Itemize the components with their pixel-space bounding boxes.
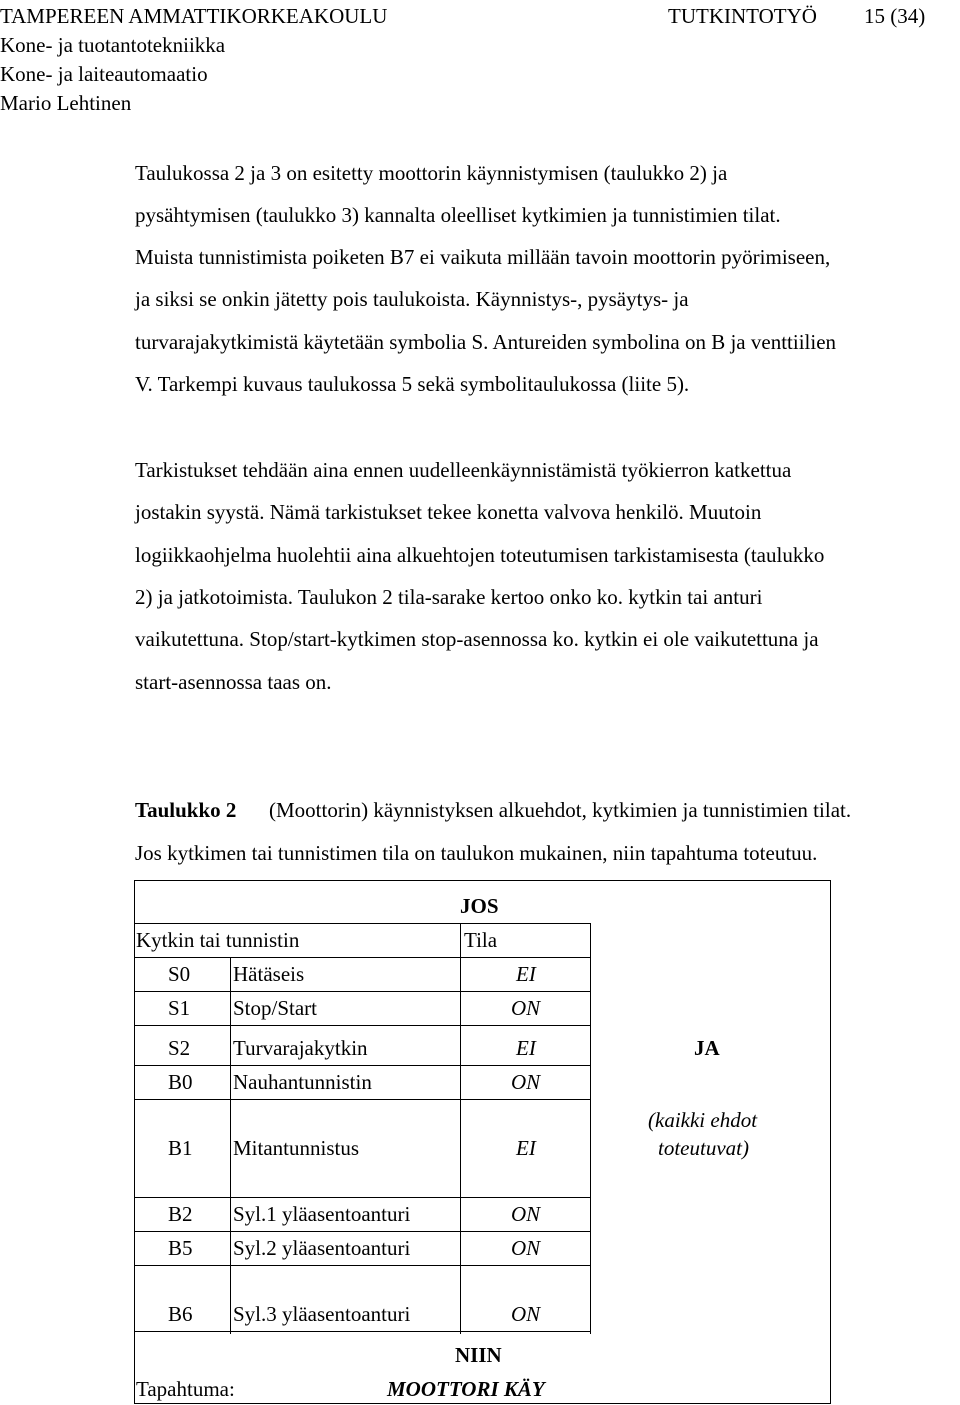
table-ja-note-2: toteutuvat) xyxy=(658,1136,749,1160)
table-cell-code: B0 xyxy=(168,1070,193,1094)
paragraph-2-line: jostakin syystä. Nämä tarkistukset tekee konetta valvova henkilö. Muutoin xyxy=(135,500,762,524)
table-cell-name: Turvarajakytkin xyxy=(233,1036,368,1060)
paragraph-2-line: vaikutettuna. Stop/start-kytkimen stop-asennossa ko. kytkin ei ole vaikutettuna ja xyxy=(135,627,819,651)
table-caption-text-2: Jos kytkimen tai tunnistimen tila on taulukon mukainen, niin tapahtuma toteutuu. xyxy=(135,841,818,865)
paragraph-2-line: 2) ja jatkotoimista. Taulukon 2 tila-sarake kertoo onko ko. kytkin tai anturi xyxy=(135,585,763,609)
table-cell-code: B1 xyxy=(168,1136,193,1160)
table-row-line xyxy=(134,1065,590,1066)
table-cell-name: Syl.1 yläasentoanturi xyxy=(233,1202,411,1226)
table-row-line xyxy=(134,957,590,958)
table-cell-state: ON xyxy=(511,1236,541,1260)
table-row-line xyxy=(134,1025,590,1026)
table-cell-name: Mitantunnistus xyxy=(233,1136,360,1160)
table-divider xyxy=(590,923,591,1334)
table-row-line xyxy=(134,1265,590,1266)
header-department: Kone- ja tuotantotekniikka xyxy=(0,33,226,57)
table-cell-state: EI xyxy=(516,962,536,986)
table-row-line xyxy=(134,923,590,924)
table-cell-name: Nauhantunnistin xyxy=(233,1070,372,1094)
table-niin-label: NIIN xyxy=(455,1343,502,1367)
table-row-line xyxy=(134,1197,590,1198)
header-page-number: 15 (34) xyxy=(864,4,926,28)
table-cell-state: ON xyxy=(511,1202,541,1226)
table-cell-state: EI xyxy=(516,1136,536,1160)
table-column-state: Tila xyxy=(464,928,498,952)
table-jos-heading: JOS xyxy=(460,894,499,918)
table-ja-label: JA xyxy=(694,1036,720,1060)
table-ja-note: (kaikki ehdot xyxy=(648,1108,758,1132)
paragraph-1-line: Taulukossa 2 ja 3 on esitetty moottorin käynnistymisen (taulukko 2) ja xyxy=(135,161,728,185)
table-row-line xyxy=(134,1099,590,1100)
table-cell-state: EI xyxy=(516,1036,536,1060)
table-cell-state: ON xyxy=(511,1302,541,1326)
table-cell-state: ON xyxy=(511,996,541,1020)
table-caption-text: (Moottorin) käynnistyksen alkuehdot, kytkimien ja tunnistimien tilat. xyxy=(269,798,852,822)
paragraph-1-line: ja siksi se onkin jätetty pois taulukoista. Käynnistys-, pysäytys- ja xyxy=(135,287,689,311)
paragraph-2-line: logiikkaohjelma huolehtii aina alkuehtojen toteutumisen tarkistamisesta (taulukko xyxy=(135,543,825,567)
table-cell-code: B2 xyxy=(168,1202,193,1226)
table-cell-code: B5 xyxy=(168,1236,193,1260)
paragraph-2-line: Tarkistukset tehdään aina ennen uudelleenkäynnistämistä työkierron katkettua xyxy=(135,458,792,482)
table-cell-name: Hätäseis xyxy=(233,962,305,986)
table-divider xyxy=(460,923,461,1334)
table-cell-code: S2 xyxy=(168,1036,191,1060)
table-cell-state: ON xyxy=(511,1070,541,1094)
table-cell-name: Syl.2 yläasentoanturi xyxy=(233,1236,411,1260)
paragraph-1-line: V. Tarkempi kuvaus taulukossa 5 sekä symbolitaulukossa (liite 5). xyxy=(135,372,690,396)
header-author: Mario Lehtinen xyxy=(0,91,132,115)
table-divider xyxy=(230,957,231,1334)
table-cell-code: S0 xyxy=(168,962,191,986)
table-row-line xyxy=(134,1231,590,1232)
paragraph-1-line: turvarajakytkimistä käytetään symbolia S. Antureiden symbolina on B ja venttiilien xyxy=(135,330,837,354)
table-cell-code: B6 xyxy=(168,1302,193,1326)
table-event-value: MOOTTORI KÄY xyxy=(387,1377,545,1401)
table-row-line xyxy=(134,991,590,992)
paragraph-1-line: pysähtymisen (taulukko 3) kannalta oleelliset kytkimien ja tunnistimien tilat. xyxy=(135,203,781,227)
table-cell-name: Syl.3 yläasentoanturi xyxy=(233,1302,411,1326)
paragraph-2-line: start-asennossa taas on. xyxy=(135,670,332,694)
table-event-label: Tapahtuma: xyxy=(136,1377,235,1401)
table-caption-label: Taulukko 2 xyxy=(135,798,237,822)
table-row-line xyxy=(134,1331,590,1332)
header-school: TAMPEREEN AMMATTIKORKEAKOULU xyxy=(0,4,388,28)
table-cell-name: Stop/Start xyxy=(233,996,318,1020)
header-doc-type: TUTKINTOTYÖ xyxy=(668,4,817,28)
table-column-switch: Kytkin tai tunnistin xyxy=(136,928,300,952)
paragraph-1-line: Muista tunnistimista poiketen B7 ei vaikuta millään tavoin moottorin pyörimiseen, xyxy=(135,245,831,269)
table-cell-code: S1 xyxy=(168,996,191,1020)
header-program: Kone- ja laiteautomaatio xyxy=(0,62,208,86)
